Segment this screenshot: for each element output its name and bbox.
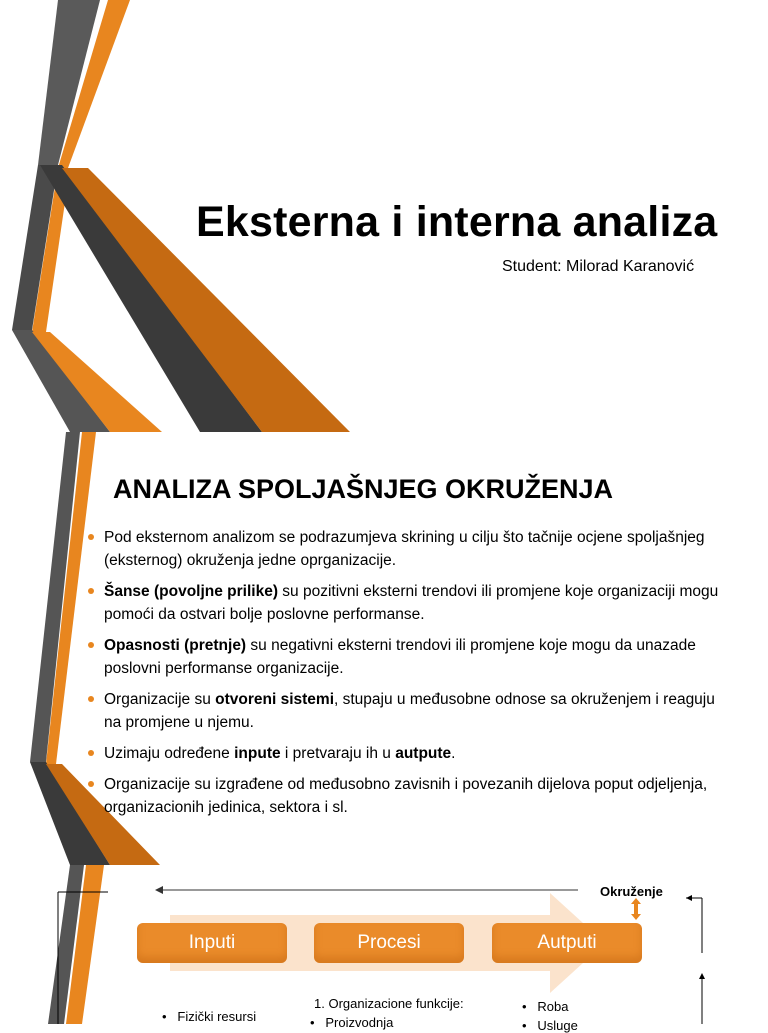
bullet-text: su pozitivni eksterni trendovi ili promjene koje organizaciji mogu pomoći da ostvari bolje poslovne performanse. <box>104 583 719 623</box>
stage-inputs: Inputi <box>137 923 287 963</box>
bullet-item <box>88 634 728 680</box>
bold-term: inpute <box>234 745 281 762</box>
bullet-dot-icon <box>88 534 94 540</box>
bullet-item <box>88 526 728 572</box>
bullet-text: Uzimaju određene <box>104 745 235 762</box>
bullet-item <box>88 580 728 626</box>
stage-outputs: Autputi <box>492 923 642 963</box>
bold-term: Opasnosti (pretnje) <box>104 637 247 654</box>
process-item: Proizvodnja <box>325 1015 394 1030</box>
bullet-text: Pod eksternom analizom se podrazumjeva skrining u cilju što tačnije ocjene spoljašnjeg (eksternog) okruženja jedne oprganizacije. <box>104 529 705 569</box>
bullet-text: i pretvaraju ih u <box>280 745 396 762</box>
bullet-text: Organizacije su <box>104 691 216 708</box>
outputs-bullet: • Usluge <box>522 1018 578 1033</box>
presentation-title: Eksterna i interna analiza <box>196 198 718 246</box>
bullet-text: Organizacije su izgrađene od međusobno zavisnih i povezanih dijelova poput odjeljenja, organizacionih jedinica, sektora i sl. <box>104 776 708 816</box>
slide-title: ANALIZA SPOLJAŠNJEG OKRUŽENJA <box>113 474 614 504</box>
bullet-text: . <box>451 745 456 762</box>
bold-term: autpute <box>395 745 452 762</box>
bullet-item <box>88 773 728 819</box>
external-analysis-slide <box>0 432 768 865</box>
environment-label: Okruženje <box>600 884 663 899</box>
process-bullet: • Proizvodnja <box>310 1015 394 1030</box>
bullet-item <box>88 742 728 765</box>
bold-term: otvoreni sistemi <box>215 691 335 708</box>
student-name: Student: Milorad Karanović <box>502 258 695 275</box>
bullet-dot-icon <box>88 588 94 594</box>
bullet-text: , stupaju u međusobne odnose sa okruženjem i reaguju na promjene u njemu. <box>104 691 715 731</box>
stage-processes: Procesi <box>314 923 464 963</box>
bullet-text: su negativni eksterni trendovi ili promjene koje mogu da unazade poslovni performanse organizacije. <box>104 637 696 677</box>
inputs-item: Fizički resursi <box>177 1009 257 1024</box>
systems-diagram-slide <box>0 865 768 1033</box>
outputs-item: Roba <box>537 999 569 1014</box>
bullet-dot-icon <box>88 642 94 648</box>
outputs-bullet: • Roba <box>522 999 569 1014</box>
process-heading: 1. Organizacione funkcije: <box>314 996 464 1011</box>
bullet-item <box>88 688 728 734</box>
title-slide <box>0 0 768 432</box>
bullet-dot-icon <box>88 750 94 756</box>
bullet-list <box>88 526 728 827</box>
bullet-dot-icon <box>88 781 94 787</box>
bullet-dot-icon <box>88 696 94 702</box>
outputs-item: Usluge <box>537 1018 578 1033</box>
inputs-bullet: • Fizički resursi <box>162 1009 257 1024</box>
bold-term: Šanse (povoljne prilike) <box>104 583 278 600</box>
